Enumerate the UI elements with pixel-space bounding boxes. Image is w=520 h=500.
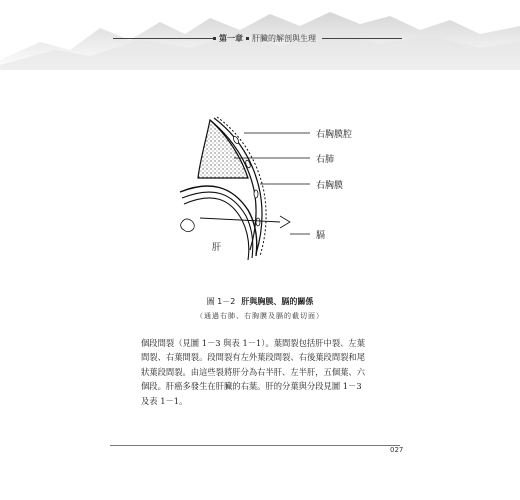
footer-rule [110,445,400,446]
figure-title: 肝與胸膜、膈的關係 [241,297,314,306]
label-pleural-cavity: 右胸膜腔 [316,130,353,140]
header-rule-left [113,38,213,39]
bullet-square-icon [213,37,216,40]
bullet-square-icon [246,37,249,40]
body-line: 間裂、右葉間裂。段間裂有左外葉段間裂、右後葉段間裂和尾 [141,352,366,363]
figure-subcaption: （通過右肺、右胸膜及膈的截切面） [196,312,324,320]
label-pleura: 右胸膜 [316,181,344,191]
body-line: 及表 1－1。 [141,395,188,406]
label-right-lung: 右肺 [316,155,335,165]
body-line: 個段。肝癌多發生在肝臟的右葉。肝的分葉與分段見圖 1－3 [141,381,362,392]
anatomy-figure [170,100,400,270]
figure-caption [0,296,520,307]
label-liver: 肝 [212,243,222,253]
label-diaphragm: 膈 [316,231,326,241]
body-line: 狀葉段間裂。由這些裂將肝分為右半肝、左半肝，五個葉、六 [141,366,366,377]
figure-number: 圖 1－2 [206,297,236,306]
body-paragraph [141,336,403,408]
chapter-heading [210,31,316,46]
liver-pleura-diaphragm-diagram [170,100,400,270]
body-line: 個段間裂（見圖 1－3 與表 1－1）。葉間裂包括肝中裂、左葉 [141,338,366,348]
chapter-title: 肝臟的解剖與生理 [252,34,316,43]
header-rule-right [322,38,402,39]
chapter-number: 第一章 [219,34,243,43]
page-number: 027 [390,446,404,454]
